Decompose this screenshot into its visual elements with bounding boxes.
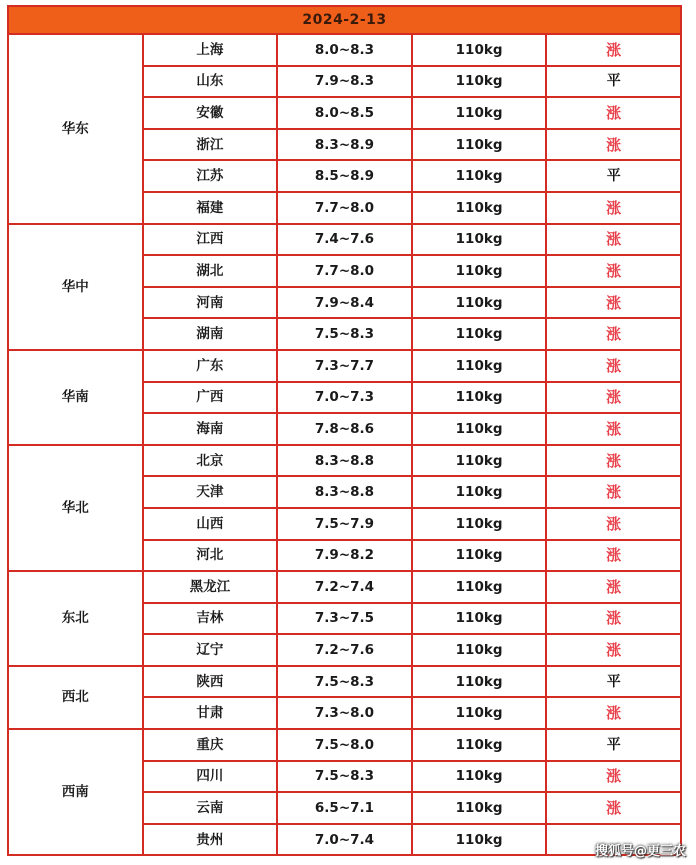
price-range-cell: 7.9~8.3 — [277, 66, 412, 98]
table-row — [8, 34, 681, 66]
trend-cell: 涨 — [546, 97, 681, 129]
price-range-cell: 7.5~7.9 — [277, 508, 412, 540]
weight-cell: 110kg — [412, 34, 547, 66]
price-range-cell: 6.5~7.1 — [277, 792, 412, 824]
weight-cell: 110kg — [412, 192, 547, 224]
trend-cell: 涨 — [546, 287, 681, 319]
trend-cell: 涨 — [546, 350, 681, 382]
trend-cell: 涨 — [546, 318, 681, 350]
trend-cell: 涨 — [546, 508, 681, 540]
weight-cell: 110kg — [412, 729, 547, 761]
weight-cell: 110kg — [412, 66, 547, 98]
province-cell: 广西 — [143, 382, 278, 414]
price-range-cell: 8.3~8.8 — [277, 476, 412, 508]
weight-cell: 110kg — [412, 287, 547, 319]
price-range-cell: 7.4~7.6 — [277, 224, 412, 256]
price-range-cell: 7.5~8.0 — [277, 729, 412, 761]
trend-cell: 涨 — [546, 413, 681, 445]
weight-cell: 110kg — [412, 445, 547, 477]
watermark: 搜狐号@更三农 — [594, 844, 686, 859]
province-cell: 广东 — [143, 350, 278, 382]
region-cell: 西北 — [8, 666, 143, 729]
weight-cell: 110kg — [412, 160, 547, 192]
price-range-cell: 7.3~8.0 — [277, 697, 412, 729]
trend-cell: 涨 — [546, 192, 681, 224]
trend-cell: 涨 — [546, 255, 681, 287]
weight-cell: 110kg — [412, 761, 547, 793]
price-range-cell: 7.3~7.5 — [277, 603, 412, 635]
price-range-cell: 8.3~8.9 — [277, 129, 412, 161]
weight-cell: 110kg — [412, 571, 547, 603]
province-cell: 陕西 — [143, 666, 278, 698]
trend-cell: 涨 — [546, 224, 681, 256]
trend-cell: 涨 — [546, 540, 681, 572]
weight-cell: 110kg — [412, 603, 547, 635]
province-cell: 湖北 — [143, 255, 278, 287]
province-cell: 山东 — [143, 66, 278, 98]
province-cell: 辽宁 — [143, 634, 278, 666]
weight-cell: 110kg — [412, 824, 547, 856]
weight-cell: 110kg — [412, 129, 547, 161]
weight-cell: 110kg — [412, 413, 547, 445]
trend-cell: 涨 — [546, 129, 681, 161]
trend-cell: 平 — [546, 66, 681, 98]
province-cell: 重庆 — [143, 729, 278, 761]
province-cell: 甘肃 — [143, 697, 278, 729]
weight-cell: 110kg — [412, 255, 547, 287]
trend-cell: 平 — [546, 666, 681, 698]
province-cell: 福建 — [143, 192, 278, 224]
price-range-cell: 7.9~8.2 — [277, 540, 412, 572]
price-range-cell: 7.0~7.3 — [277, 382, 412, 414]
price-range-cell: 8.0~8.5 — [277, 97, 412, 129]
price-range-cell: 8.0~8.3 — [277, 34, 412, 66]
trend-cell: 涨 — [546, 761, 681, 793]
region-cell: 西南 — [8, 729, 143, 855]
weight-cell: 110kg — [412, 697, 547, 729]
trend-cell: 涨 — [546, 571, 681, 603]
trend-cell: 涨 — [546, 476, 681, 508]
weight-cell: 110kg — [412, 318, 547, 350]
province-cell: 江苏 — [143, 160, 278, 192]
table-row — [8, 445, 681, 477]
region-cell: 华北 — [8, 445, 143, 571]
table-row — [8, 729, 681, 761]
province-cell: 河北 — [143, 540, 278, 572]
province-cell: 山西 — [143, 508, 278, 540]
province-cell: 上海 — [143, 34, 278, 66]
table-row — [8, 350, 681, 382]
price-range-cell: 8.5~8.9 — [277, 160, 412, 192]
trend-cell: 涨 — [546, 603, 681, 635]
table-row — [8, 666, 681, 698]
province-cell: 江西 — [143, 224, 278, 256]
weight-cell: 110kg — [412, 97, 547, 129]
table-row — [8, 571, 681, 603]
province-cell: 天津 — [143, 476, 278, 508]
trend-cell: 涨 — [546, 697, 681, 729]
pig-price-table — [7, 5, 682, 856]
price-range-cell: 7.5~8.3 — [277, 318, 412, 350]
province-cell: 浙江 — [143, 129, 278, 161]
price-range-cell: 7.7~8.0 — [277, 192, 412, 224]
weight-cell: 110kg — [412, 792, 547, 824]
trend-cell: 涨 — [546, 34, 681, 66]
weight-cell: 110kg — [412, 476, 547, 508]
province-cell: 湖南 — [143, 318, 278, 350]
province-cell: 海南 — [143, 413, 278, 445]
region-cell: 东北 — [8, 571, 143, 666]
price-range-cell: 7.0~7.4 — [277, 824, 412, 856]
weight-cell: 110kg — [412, 508, 547, 540]
table-row — [8, 224, 681, 256]
price-range-cell: 7.5~8.3 — [277, 761, 412, 793]
date-header-row — [8, 6, 681, 34]
province-cell: 北京 — [143, 445, 278, 477]
province-cell: 安徽 — [143, 97, 278, 129]
weight-cell: 110kg — [412, 350, 547, 382]
weight-cell: 110kg — [412, 666, 547, 698]
province-cell: 河南 — [143, 287, 278, 319]
region-cell: 华东 — [8, 34, 143, 224]
province-cell: 四川 — [143, 761, 278, 793]
province-cell: 吉林 — [143, 603, 278, 635]
trend-cell: 涨 — [546, 445, 681, 477]
price-range-cell: 8.3~8.8 — [277, 445, 412, 477]
weight-cell: 110kg — [412, 224, 547, 256]
weight-cell: 110kg — [412, 540, 547, 572]
trend-cell: 涨 — [546, 382, 681, 414]
price-range-cell: 7.8~8.6 — [277, 413, 412, 445]
price-range-cell: 7.2~7.4 — [277, 571, 412, 603]
price-range-cell: 7.2~7.6 — [277, 634, 412, 666]
province-cell: 贵州 — [143, 824, 278, 856]
region-cell: 华南 — [8, 350, 143, 445]
trend-cell: 涨 — [546, 634, 681, 666]
trend-cell: 平 — [546, 160, 681, 192]
price-range-cell: 7.9~8.4 — [277, 287, 412, 319]
price-range-cell: 7.7~8.0 — [277, 255, 412, 287]
price-range-cell: 7.5~8.3 — [277, 666, 412, 698]
date-header: 2024-2-13 — [8, 6, 681, 34]
region-cell: 华中 — [8, 224, 143, 350]
trend-cell: 平 — [546, 729, 681, 761]
price-range-cell: 7.3~7.7 — [277, 350, 412, 382]
weight-cell: 110kg — [412, 634, 547, 666]
trend-cell: 涨 — [546, 792, 681, 824]
weight-cell: 110kg — [412, 382, 547, 414]
province-cell: 云南 — [143, 792, 278, 824]
province-cell: 黑龙江 — [143, 571, 278, 603]
